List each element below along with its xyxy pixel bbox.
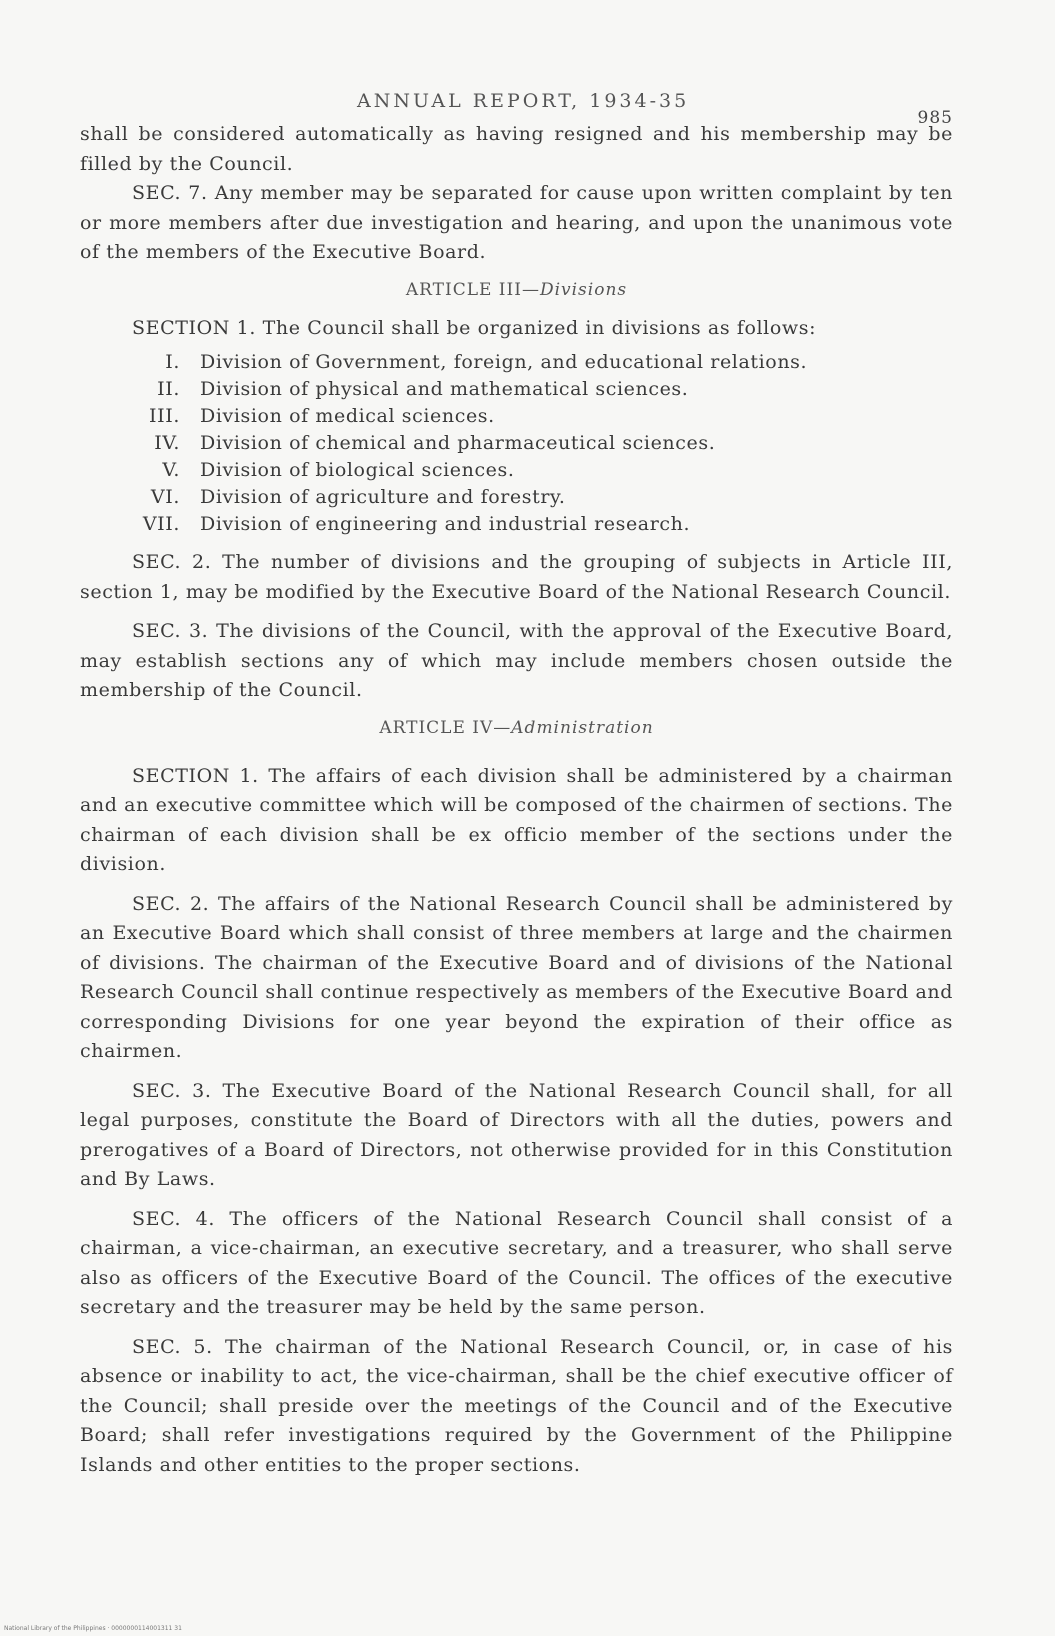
division-item: I. Division of Government, foreign, and educational relations. [165,351,808,373]
article-3-heading: ARTICLE III—Divisions [405,279,628,300]
division-item: III. Division of medical sciences. [149,405,495,427]
section-7-paragraph: SEC. 7. Any member may be separated for cause upon written complaint by ten or more members after due investigation and hearing, and upon the unanimous vote of the members of the Executive Board. [80,182,953,263]
page-header [80,86,953,128]
page-number: 985 [917,108,953,128]
article-4-section-5: SEC. 5. The chairman of the National Research Council, or, in case of his absence or inability to act, the vice-chairman, shall be the chief executive officer of the Council; shall preside over the meetings of the Council and of the Executive Board; shall refer investigations required by the Government of the Philippine Islands and other entities to the proper sections. [80,1335,953,1476]
article-3-section-1: SECTION 1. The Council shall be organized in divisions as follows: [132,316,817,339]
division-list [80,349,953,538]
division-item: VI. Division of agriculture and forestry. [150,486,566,508]
scan-footer: National Library of the Philippines · 0000000114001311 31 [4,1625,182,1632]
article-4-section-4: SEC. 4. The officers of the National Research Council shall consist of a chairman, a vice-chairman, an executive secretary, and a treasurer, who shall serve also as officers of the Executive Board of the Council. The offices of the executive secretary and the treasurer may be held by the same person. [80,1207,953,1318]
article-4-section-3: SEC. 3. The Executive Board of the National Research Council shall, for all legal purposes, constitute the Board of Directors with all the duties, powers and prerogatives of a Board of Directors, not otherwise provided for in this Constitution and By Laws. [80,1079,953,1190]
continued-paragraph: shall be considered automatically as having resigned and his membership may be filled by the Council. [80,123,953,175]
division-item: IV. Division of chemical and pharmaceutical sciences. [154,432,716,454]
running-title: ANNUAL REPORT, 1934-35 [357,90,690,112]
division-item: V. Division of biological sciences. [162,459,515,481]
article-4-section-1: SECTION 1. The affairs of each division shall be administered by a chairman and an executive committee which will be composed of the chairmen of sections. The chairman of each division shall be ex officio member of the sections under the division. [80,764,953,875]
article-4-heading: ARTICLE IV—Administration [379,717,654,738]
article-3-section-3: SEC. 3. The divisions of the Council, with the approval of the Executive Board, may establish sections any of which may include members chosen outside the membership of the Council. [80,620,953,701]
article-4-section-2: SEC. 2. The affairs of the National Research Council shall be administered by an Executive Board which shall consist of three members at large and the chairmen of divisions. The chairman of the Executive Board and of divisions of the National Research Council shall continue respectively as members of the Executive Board and corresponding Divisions for one year beyond the expiration of their office as chairmen. [80,892,953,1062]
division-item: II. Division of physical and mathematical sciences. [157,378,689,400]
document-page [80,86,953,1480]
article-3-section-2: SEC. 2. The number of divisions and the grouping of subjects in Article III, section 1, may be modified by the Executive Board of the National Research Council. [80,551,953,603]
division-item: VII. Division of engineering and industrial research. [142,513,691,535]
